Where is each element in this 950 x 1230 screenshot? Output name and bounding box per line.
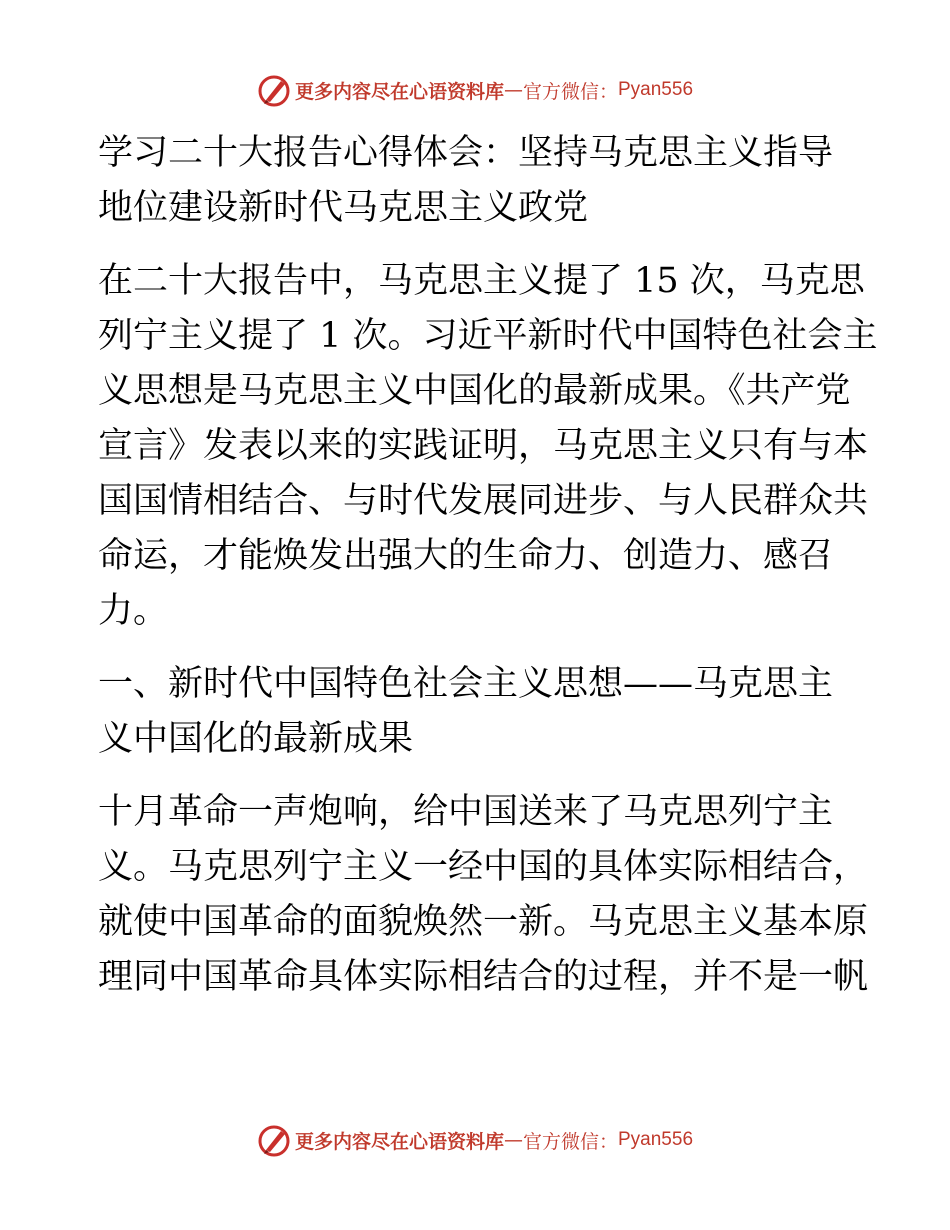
paragraph-line: 宣言》发表以来的实践证明，马克思主义只有与本: [98, 426, 869, 466]
paragraph-line: 列宁主义提了 1 次。习近平新时代中国特色社会主: [98, 316, 878, 356]
title-line: 学习二十大报告心得体会：坚持马克思主义指导: [98, 133, 834, 173]
pen-circle-logo-icon: [257, 73, 291, 107]
paragraph-line: 力。: [98, 591, 169, 631]
banner-separator: —: [503, 1129, 523, 1151]
paragraph-intro: [98, 254, 878, 639]
paragraph-line: 理同中国革命具体实际相结合的过程，并不是一帆: [98, 957, 869, 997]
banner-label: 官方微信：: [522, 1130, 618, 1153]
heading-line: 一、新时代中国特色社会主义思想——马克思主: [98, 664, 834, 704]
title-line: 地位建设新时代马克思主义政党: [98, 188, 589, 228]
footer-banner: [0, 1120, 950, 1160]
banner-title: 更多内容尽在心语资料库: [294, 1130, 504, 1153]
document-body: [98, 126, 878, 1023]
paragraph-line: 义。马克思列宁主义一经中国的具体实际相结合，: [98, 847, 869, 887]
paragraph-line: 命运，才能焕发出强大的生命力、创造力、感召: [98, 536, 834, 576]
banner-label: 官方微信：: [522, 80, 618, 103]
paragraph-line: 义思想是马克思主义中国化的最新成果。《共产党: [98, 371, 851, 411]
banner-separator: —: [503, 79, 523, 101]
pen-circle-logo-icon: [257, 1123, 291, 1157]
banner-title: 更多内容尽在心语资料库: [294, 80, 504, 103]
section-heading: [98, 657, 858, 767]
paragraph-line: 在二十大报告中，马克思主义提了 15 次，马克思: [98, 261, 865, 301]
heading-line: 义中国化的最新成果: [98, 719, 414, 759]
paragraph-section-one: [98, 785, 869, 1005]
paragraph-line: 十月革命一声炮响，给中国送来了马克思列宁主: [98, 792, 834, 832]
paragraph-line: 就使中国革命的面貌焕然一新。马克思主义基本原: [98, 902, 869, 942]
banner-wechat-id: Pyan556: [618, 1129, 694, 1150]
document-title: [98, 126, 858, 236]
header-banner: [0, 70, 950, 110]
banner-wechat-id: Pyan556: [618, 79, 694, 100]
paragraph-line: 国国情相结合、与时代发展同进步、与人民群众共: [98, 481, 869, 521]
